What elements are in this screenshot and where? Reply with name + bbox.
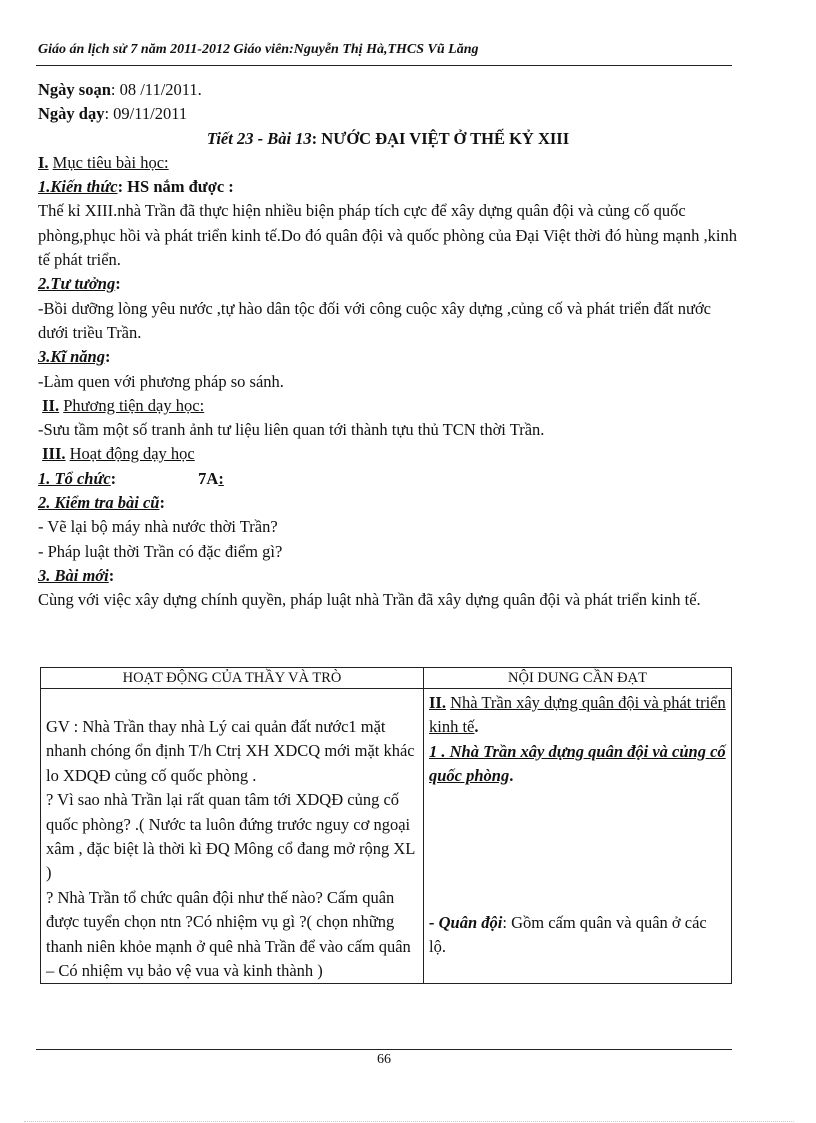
activities-cell (41, 689, 424, 984)
section-1-roman: I. (38, 152, 49, 172)
skill-label: 3.Kĩ năng (38, 347, 105, 367)
section-3-roman: III. (42, 444, 66, 464)
page-bottom-edge (24, 1121, 794, 1122)
section-3-title: Hoạt động dạy học (69, 444, 195, 464)
content-spacer (429, 789, 726, 911)
content-item-army (429, 911, 726, 960)
activity-table (40, 667, 732, 984)
content-heading (429, 691, 726, 740)
teach-date (38, 102, 738, 126)
thought-body: -Bồi dưỡng lòng yêu nước ,tự hào dân tộc đối với công cuộc xây dựng ,củng cố và phát triển đất nước dưới triều Trần. (38, 298, 712, 342)
check-colon: : (159, 493, 165, 513)
check-heading (38, 491, 738, 515)
activities-paragraph-1: GV : Nhà Trần thay nhà Lý cai quản đất nước1 mặt nhanh chóng ổn định T/h Ctrị XH XDCQ mới mặt khác lo XDQĐ củng cố quốc phòng . (46, 717, 415, 785)
content-item-army-label: - Quân đội (429, 912, 503, 932)
content-subheading (429, 740, 726, 789)
organization-label: 1. Tổ chức (38, 468, 111, 488)
new-lesson-label: 3. Bài mới (38, 565, 109, 585)
content-cell (424, 689, 732, 984)
section-2-title: Phương tiện dạy học: (63, 395, 205, 415)
column-header-activities: HOẠT ĐỘNG CỦA THẦY VÀ TRÒ (41, 668, 424, 689)
teach-date-value: : 09/11/2011 (104, 104, 188, 124)
prep-date (38, 78, 738, 102)
table-header-row (41, 668, 732, 689)
activities-spacer (46, 691, 418, 715)
knowledge-rest: : HS nắm được : (117, 177, 234, 197)
prep-date-label: Ngày soạn (38, 80, 111, 99)
check-question-2: - Pháp luật thời Trần có đặc điểm gì? (38, 541, 283, 561)
lesson-content (38, 78, 738, 613)
column-header-content: NỘI DUNG CẦN ĐẠT (424, 668, 732, 689)
new-lesson-colon: : (108, 565, 115, 585)
content-heading-roman: II. (429, 693, 446, 712)
knowledge-body: Thế kỉ XIII.nhà Trần đã thực hiện nhiều biện pháp tích cực để xây dựng quân đội và củng cố quốc phòng,phục hồi và phát triển kinh tế.Do đó quân đội và quốc phòng của Đại Việt thời đó hùng mạnh ,kinh tế phát triển. (38, 201, 737, 270)
section-3-heading (38, 442, 738, 466)
activities-paragraph-3: ? Nhà Trần tổ chức quân đội như thế nào? Cấm quân được tuyển chọn ntn ?Có nhiệm vụ gì ?( chọn những thanh niên khỏe mạnh ở quê nhà Trần để vào cấm quân – Có nhiệm vụ bảo vệ vua và kinh thành ) (46, 887, 411, 981)
content-subheading-text: 1 . Nhà Trần xây dựng quân đội và củng cố quốc phòng (429, 741, 726, 786)
content-subheading-dot: . (509, 766, 514, 786)
page-number: 66 (377, 1052, 391, 1067)
section-2-roman: II. (42, 395, 60, 415)
prep-date-value: : 08 /11/2011. (110, 80, 202, 99)
table-row (41, 689, 732, 984)
page-header: Giáo án lịch sử 7 năm 2011-2012 Giáo viên:Nguyễn Thị Hà,THCS Vũ Lăng (38, 42, 479, 57)
organization-line (38, 467, 738, 491)
section-1-heading (38, 151, 738, 175)
skill-heading (38, 345, 738, 369)
activities-paragraph-2: ? Vì sao nhà Trần lại rất quan tâm tới XDQĐ củng cố quốc phòng? .( Nước ta luôn đứng trước nguy cơ ngoại xâm , đặc biệt là thời kì ĐQ Mông cổ đang mở rộng XL ) (46, 790, 415, 883)
skill-colon: : (104, 347, 111, 367)
organization-class: 7A (198, 468, 219, 488)
check-question-1: - Vẽ lại bộ máy nhà nước thời Trần? (38, 517, 278, 537)
content-item-army-body: : Gồm cấm quân và quân ở các lộ. (429, 912, 707, 957)
lesson-title (38, 127, 738, 151)
content-heading-dot: . (474, 717, 479, 737)
lesson-number: Tiết 23 - Bài 13 (206, 128, 312, 148)
section-1-title: Mục tiêu bài học: (52, 152, 169, 172)
content-heading-text: Nhà Trần xây dựng quân đội và phát triển kinh tế (429, 693, 726, 737)
organization-class-colon: : (218, 468, 224, 488)
section-2-body: -Sưu tầm một số tranh ảnh tư liệu liên quan tới thành tựu thủ TCN thời Trần. (38, 420, 545, 440)
new-lesson-body: Cùng với việc xây dựng chính quyền, pháp luật nhà Trần đã xây dựng quân đội và phát triển kinh tế. (38, 590, 701, 610)
lesson-name: : NƯỚC ĐẠI VIỆT Ở THẾ KỶ XIII (311, 128, 570, 148)
organization-colon: : (110, 468, 117, 488)
header-divider (36, 65, 732, 66)
thought-colon: : (115, 274, 121, 294)
thought-label: 2.Tư tưởng (38, 274, 116, 294)
knowledge-label: 1.Kiến thức (38, 177, 118, 197)
thought-heading (38, 272, 738, 296)
skill-body: -Làm quen với phương pháp so sánh. (38, 371, 284, 391)
footer-divider (36, 1049, 732, 1050)
new-lesson-heading (38, 564, 738, 588)
knowledge-heading (38, 175, 738, 199)
section-2-heading (38, 394, 738, 418)
teach-date-label: Ngày dạy (38, 104, 105, 124)
check-label: 2. Kiểm tra bài cũ (38, 493, 160, 513)
